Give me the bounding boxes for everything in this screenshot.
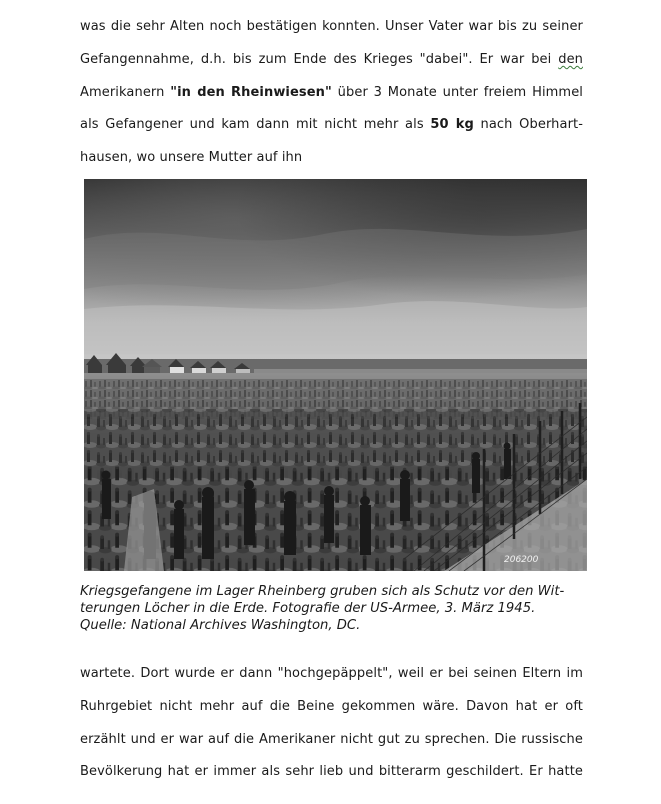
caption-line: terungen Löcher in die Erde. Fotografie der US-Armee, 3. März 1945. (80, 601, 536, 616)
text-segment: als Gefangener und kam dann mit nicht mehr als (80, 117, 424, 133)
text-segment: Gefangennahme, d.h. bis zum Ende des Krieges "dabei". Er war bei (80, 51, 552, 67)
photo-stamp: 206200 (504, 555, 539, 565)
text-line: erzählt und er war auf die Amerikaner nicht gut zu sprechen. Die russische (80, 731, 583, 747)
text-line: was die sehr Alten noch bestätigen konnten. Unser Vater war bis zu seiner (80, 19, 583, 34)
paragraph-bottom (80, 658, 583, 789)
caption-line: Quelle: National Archives Washington, DC. (80, 618, 361, 633)
text-line: Ruhrgebiet nicht mehr auf die Beine gekommen wäre. Davon hat er oft (80, 698, 583, 714)
paragraph-top (80, 11, 583, 175)
text-line (80, 109, 583, 142)
text-segment: über 3 Monate unter freiem Himmel (337, 84, 583, 100)
historical-photo (84, 179, 587, 571)
caption-line: Kriegsgefangene im Lager Rheinberg gruben sich als Schutz vor den Wit- (80, 584, 565, 599)
text-line (80, 77, 583, 110)
spellcheck-marked-word: den (558, 51, 583, 67)
text-line: wartete. Dort wurde er dann "hochgepäppelt", weil er bei seinen Eltern im (80, 666, 583, 681)
bold-phrase-weight: 50 kg (430, 117, 474, 133)
bold-phrase-rheinwiesen: "in den Rheinwiesen" (170, 84, 332, 100)
text-line: hausen, wo unsere Mutter auf ihn (80, 150, 303, 166)
text-line (80, 44, 583, 77)
text-line: Bevölkerung hat er immer als sehr lieb und bitterarm geschildert. Er hatte (80, 764, 583, 780)
text-segment: Amerikanern (80, 84, 165, 100)
photo-caption (80, 583, 580, 634)
text-segment: nach Oberhart- (480, 117, 583, 133)
